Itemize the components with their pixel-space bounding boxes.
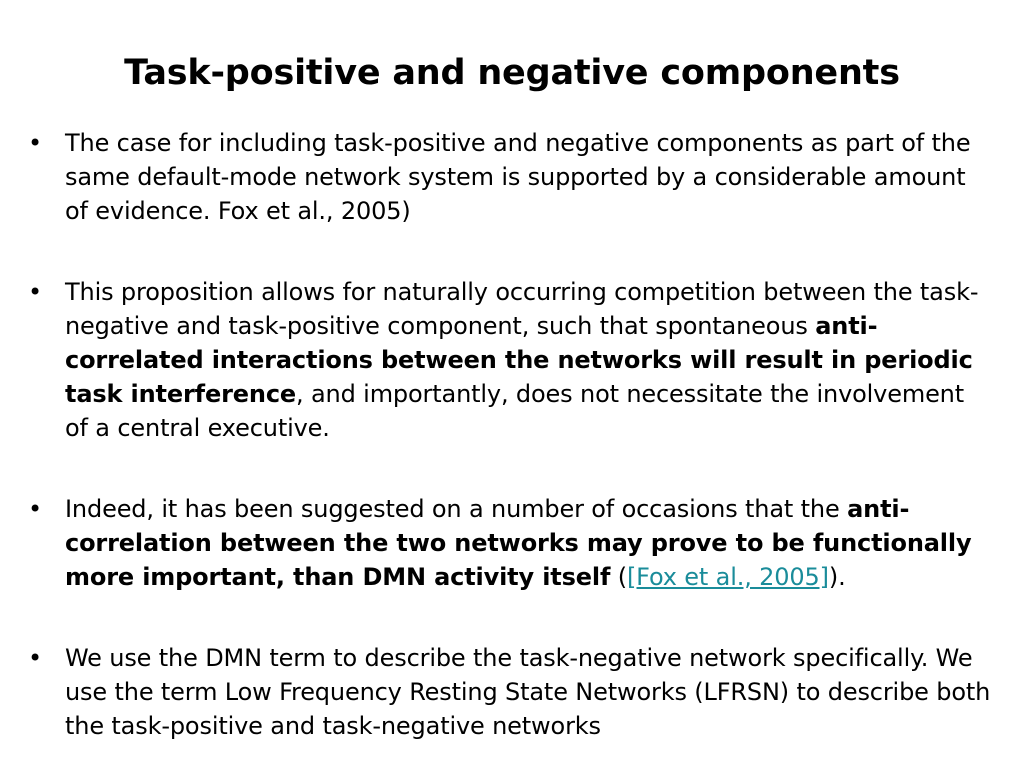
bullet-icon: • — [28, 644, 43, 672]
bullet-text: ). — [828, 563, 846, 591]
bullet-text: , and importantly, does not necessitate the involvement of a central executive. — [65, 380, 965, 442]
bullet-bold-text: anti-correlation between the two networks may prove to be functionally more important, than DMN activity itself — [65, 495, 972, 591]
bullet-icon: • — [28, 495, 43, 523]
bullet-icon: • — [28, 129, 43, 157]
bullet-item — [0, 126, 1024, 228]
bullet-text: This proposition allows for naturally occurring competition between the task-negative and task-positive component, such that spontaneous — [65, 278, 979, 340]
bullet-list — [0, 126, 1024, 768]
slide-title: Task-positive and negative components — [124, 53, 900, 93]
reference-link[interactable]: [Fox et al., 2005] — [626, 563, 829, 591]
bullet-item — [0, 641, 1024, 743]
bullet-bold-text: anti-correlated interactions between the networks will result in periodic task interference — [65, 312, 973, 408]
bullet-item — [0, 492, 1024, 594]
bullet-text: ( — [610, 563, 627, 591]
bullet-icon: • — [28, 278, 43, 306]
bullet-text: The case for including task-positive and negative components as part of the same default-mode network system is supported by a considerable amount of evidence. Fox et al., 2005) — [65, 129, 971, 225]
bullet-text: We use the DMN term to describe the task-negative network specifically. We use the term Low Frequency Resting State Networks (LFRSN) to describe both the task-positive and task-negative networks — [65, 644, 991, 740]
bullet-item — [0, 275, 1024, 445]
bullet-text: Indeed, it has been suggested on a number of occasions that the — [65, 495, 848, 523]
